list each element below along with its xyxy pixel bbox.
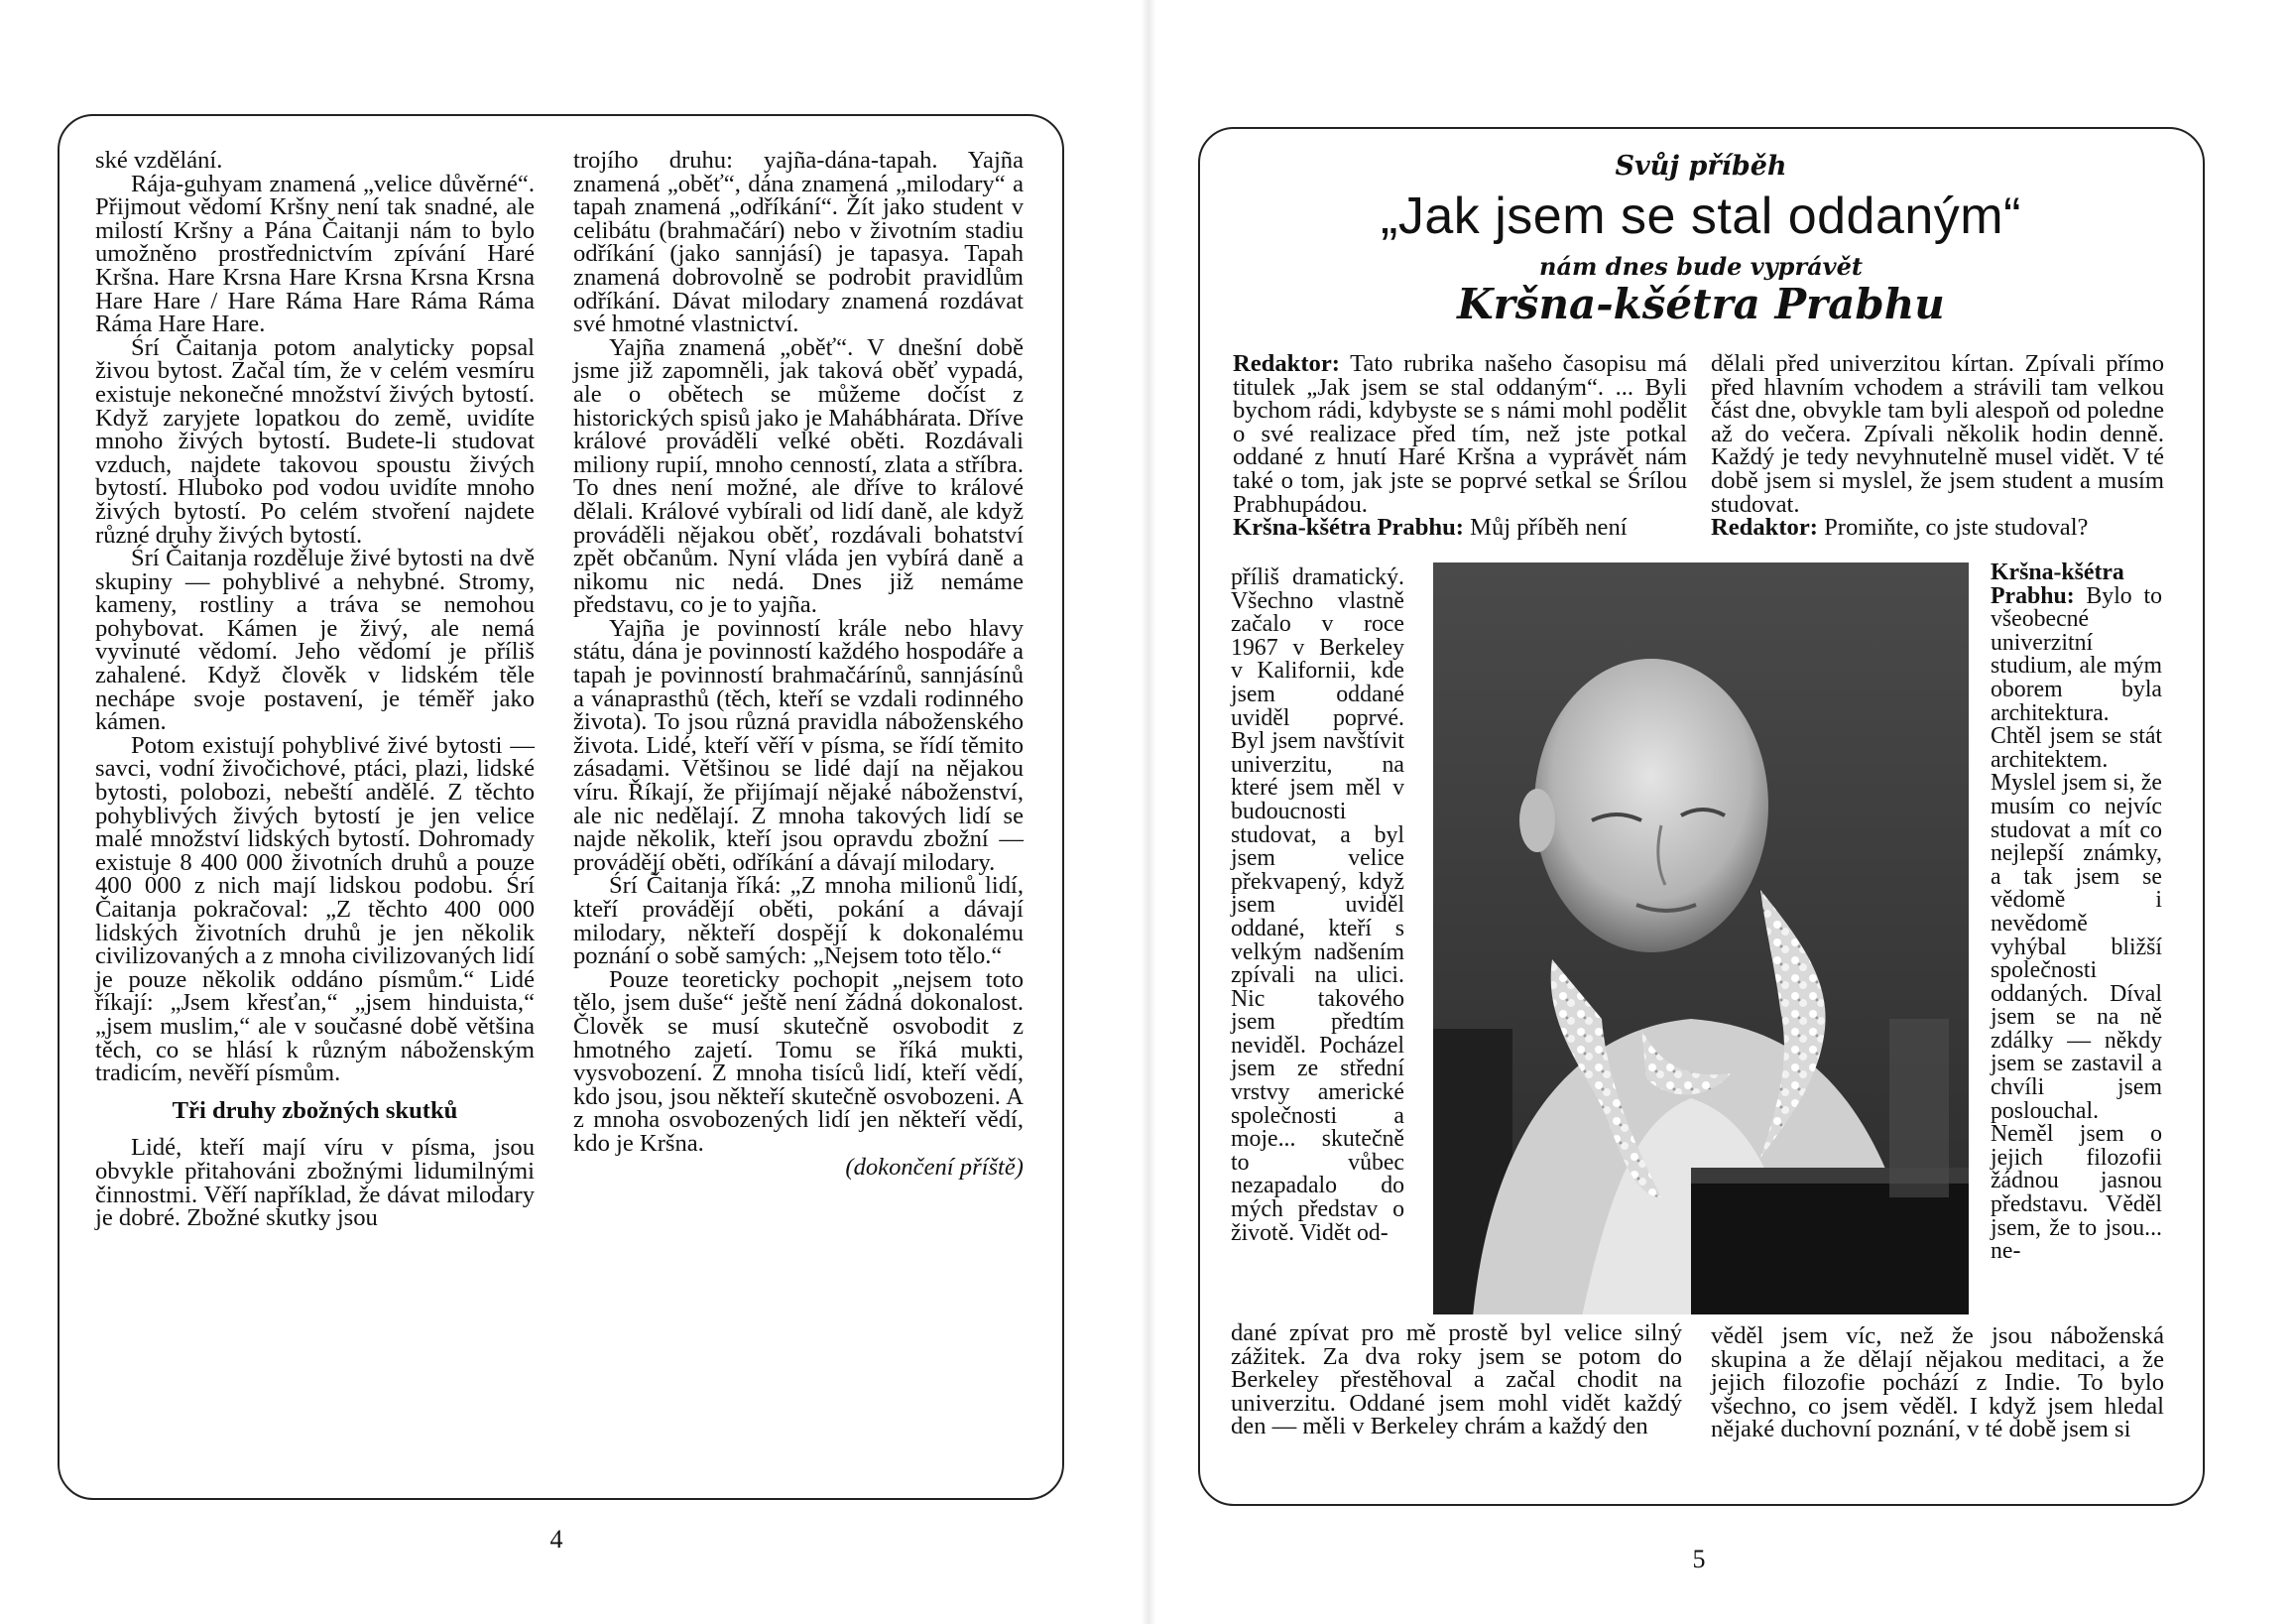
right-page-column-2 (1711, 352, 2164, 540)
speaker-label: Kršna-kšétra Prabhu: (1991, 560, 2124, 609)
paragraph: příliš dramatický. Všechno vlastně začalo v roce 1967 v Berkeley v Kalifornii, kde jsem oddané uviděl poprvé. Byl jsem navštívit univerzitu, na které jsem měl v budoucnosti studovat, a byl jsem velice překvapený, když jsem uviděl oddané, kteří s velkým nadšením zpívali na ulici. Nic takového jsem předtím neviděl. Pocházel jsem ze střední vrstvy americké společnosti a moje... skutečně to vůbec nezapadalo do mých představ o životě. Vidět od- (1231, 564, 1404, 1246)
right-page-column-2-narrow (1991, 562, 2162, 1264)
right-page-column-1 (1233, 352, 1687, 540)
paragraph (1233, 516, 1687, 540)
paragraph: Yajña je povinností krále nebo hlavy státu, dána je povinností každého hospodáře a tapah je povinností brahmačárínů, sannjásínů a vánaprasthů (těch, kteří se vzdali rodinného života). To jsou různá pravidla náboženského života. Lidé, kteří věří v písma, se řídí těmito zásadami. Většinou se lidé dají na nějakou víru. Říkají, že přijímají nějaké náboženství, ale nic nedělají. Z mnoha takových lidí se najde několik, kteří jsou opravdu zbožní — provádějí oběti, odříkání a dávají milodary. (573, 614, 1024, 876)
monk-with-flower-garland-photo (1433, 562, 1969, 1314)
left-page-column-1 (95, 149, 535, 1230)
paragraph: Pouze teoreticky pochopit „nejsem toto tělo, jsem duše“ ještě není žádná dokonalost. Člověk se musí skutečně osvobodit z hmotného zajetí. Tomu se říká mukti, vysvobození. Z mnoha tisíců lidí, kteří vědí, kdo jsou, jsou někteří skutečně osvobozeni. A z mnoha osvobozených lidí jen někteří vědí, kdo je Kršna. (573, 965, 1024, 1157)
paragraph: Śrí Čaitanja rozděluje živé bytosti na dvě skupiny — pohyblivé a nehybné. Stromy, kameny, rostliny a tráva se nemohou pohybovat. Kámen je živý, ale nemá vyvinuté vědomí. Jeho vědomí je příliš zahalené. Když člověk v lidském těle nechápe svoje postavení, je téměř jako kámen. (95, 545, 535, 736)
paragraph: Yajña znamená „oběť“. V dnešní době jsme již zapomněli, jak taková oběť vypadá, ale o obětech se můžeme dočíst z historických spisů jako je Mahábhárata. Dříve králové prováděli velké oběti. Rozdávali miliony rupií, mnoho cenností, zlata a stříbra. To dnes není možné, ale dříve to králové dělali. Králové vybírali od lidí daně, ale když prováděli nějakou oběť, rozdávali bohatství zpět občanům. Nyní vláda jen vybírá daně a nikomu nic nedá. Dnes již nemáme představu, co je to yajña. (573, 333, 1024, 619)
section-heading: Tři druhy zbožných skutků (172, 1096, 458, 1124)
paragraph-text: Můj příběh není (1463, 514, 1628, 542)
book-gutter (1141, 0, 1156, 1624)
author-name: Kršna-kšétra Prabhu (1457, 280, 1945, 328)
left-page-column-2 (573, 149, 1024, 1179)
paragraph-text: Promiňte, co jste studoval? (1817, 514, 2089, 542)
paragraph: dělali před univerzitou kírtan. Zpívali přímo před hlavním vchodem a strávili tam velkou část dne, obvykle tam byli alespoň od poledne až do večera. Zpívali několik hodin denně. Každý je tedy nevyhnutelně musel vidět. V té době jsem si myslel, že jsem student a musím studovat. (1711, 350, 2164, 518)
paragraph-text: Bylo to všeobecné univerzitní studium, ale mým oborem byla architektura. Chtěl jsem se stát architektem. Myslel jsem si, že musím co nejvíc studovat a mít co nejlepší známky, a tak jsem se vědomě i nevědomě vyhýbal bližší společnosti oddaných. Díval jsem se na ně zdálky — někdy jsem se zastavil a chvíli jsem poslouchal. Neměl jsem o jejich filozofii žádnou jasnou představu. Věděl jsem, že to jsou... ne- (1991, 582, 2162, 1265)
paragraph: trojího druhu: yajña-dána-tapah. Yajña znamená „oběť“, dána znamená „milodary“ a tapah znamená „odříkání“. Žít jako student v celibátu (brahmačárí) nebo v životním stadiu odříkání (jako sannjásí) je tapasya. Tapah znamená dobrovolně se podrobit pravidlům odříkání. Dávat milodary znamená rozdávat své hmotné vlastnictví. (573, 147, 1024, 338)
page-number: 5 (1692, 1545, 1706, 1573)
article-title: „Jak jsem se stal oddaným“ (1381, 187, 2021, 245)
paragraph: Potom existují pohyblivé živé bytosti — savci, vodní živočichové, ptáci, plazi, lidské bytosti, polobozi, nebeští andělé. Z těchto pohyblivých živých bytostí je jen velice malé množství lidských bytostí. Dohromady existuje 8 400 000 životních druhů a pouze 400 000 z nich mají lidskou podobu. Śrí Čaitanja pokračoval: „Z těchto 400 000 lidských životních druhů je jen několik civilizovaných a z mnoha civilizovaných lidí je pouze několik oddáno písmům.“ Lidé říkají: „Jsem křesťan,“ „jsem hinduista,“ „jsem muslim,“ ale v současné době většina těch, co se hlásí k různým náboženským tradicím, nevěří písmům. (95, 731, 535, 1087)
paragraph: Rája-guhyam znamená „velice důvěrné“. Přijmout vědomí Kršny není tak snadné, ale milostí Kršny a Pána Čaitanji nám to bylo umožněno prostřednictvím zpívání Haré Kršna. Hare Krsna Hare Krsna Krsna Krsna Hare Hare / Hare Ráma Hare Ráma Ráma Ráma Hare Hare. (95, 170, 535, 338)
paragraph: Śrí Čaitanja potom analyticky popsal živou bytost. Začal tím, že v celém vesmíru existuje nekonečné množství živých bytostí. Když zaryjete lopatkou do země, uvidíte mnoho živých bytostí. Budete-li studovat vzduch, najdete takovou spoustu živých bytostí. Hluboko pod vodou uvidíte mnoho živých bytostí. Po celém stvoření najdete různé druhy živých bytostí. (95, 333, 535, 549)
speaker-label: Kršna-kšétra Prabhu: (1233, 514, 1464, 542)
paragraph: ské vzdělání. (95, 147, 223, 174)
paragraph (1233, 352, 1687, 516)
paragraph (1991, 562, 2162, 1264)
speaker-label: Redaktor: (1233, 350, 1340, 377)
paragraph: věděl jsem víc, než že jsou náboženská skupina a že dělají nějakou meditaci, a že jejich filozofie pochází z Indie. To bylo všechno, co jsem věděl. I když jsem hledal nějaké duchovní poznání, v té době jsem si (1711, 1322, 2164, 1443)
paragraph: Śrí Čaitanja říká: „Z mnoha milionů lidí, kteří provádějí oběti, pokání a dávají milodary, někteří dospějí k dokonalému poznání o sobě samých: „Nejsem toto tělo.“ (573, 872, 1024, 970)
section-kicker: Svůj příběh (1615, 151, 1787, 182)
page-number: 4 (549, 1525, 563, 1554)
right-page-column-1-narrow (1231, 566, 1404, 1245)
intro-line: nám dnes bude vyprávět (1539, 252, 1863, 281)
paragraph-text: Tato rubrika našeho časopisu má titulek „Jak jsem se stal oddaným“. ... Byli bychom rádi, kdybyste se s námi mohl podělit o své realizace před tím, než jste potkal oddané z hnutí Haré Kršna a vyprávět nám také o tom, jak jste se poprvé setkal se Śrílou Prabhupádou. (1233, 350, 1687, 518)
paragraph: Lidé, kteří mají víru v písma, jsou obvykle přitahováni zbožnými lidumilnými činnostmi. Věří například, že dávat milodary je dobré. Zbožné skutky jsou (95, 1134, 535, 1232)
paragraph (1711, 516, 2164, 540)
right-page-column-2-bottom (1711, 1324, 2164, 1441)
continued-note: (dokončení příště) (845, 1153, 1024, 1181)
right-page-column-1-bottom (1231, 1321, 1682, 1438)
paragraph: dané zpívat pro mě prostě byl velice silný zážitek. Za dva roky jsem se potom do Berkeley přestěhoval a začal chodit na univerzitu. Oddané jsem mohl vidět každý den — měli v Berkeley chrám a každý den (1231, 1319, 1682, 1440)
speaker-label: Redaktor: (1711, 514, 1818, 542)
